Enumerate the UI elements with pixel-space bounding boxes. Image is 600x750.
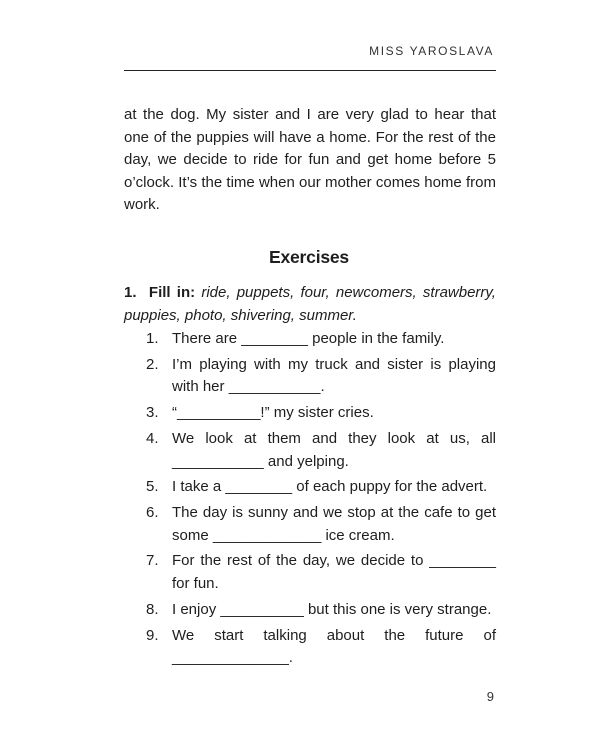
item-number: 8.	[146, 600, 159, 618]
exercise-item	[146, 428, 496, 473]
item-number: 1.	[146, 330, 159, 347]
exercise-item	[146, 476, 496, 499]
item-number: 3.	[146, 404, 159, 422]
item-text: The day is sunny and we stop at the cafe to get some _____________ ice cream.	[172, 504, 496, 544]
exercise-item	[146, 502, 496, 547]
exercise-item	[146, 402, 496, 425]
item-number: 4.	[146, 429, 159, 447]
item-number: 7.	[146, 552, 159, 570]
word-bank: ride, puppets, four, newcomers, strawberry, puppies, photo, shivering, summer.	[124, 284, 496, 324]
exercise-item	[146, 550, 496, 595]
exercise-item	[146, 599, 496, 622]
exercise-number: 1.	[124, 284, 137, 301]
item-text: “__________!” my sister cries.	[172, 404, 374, 422]
exercise-item	[146, 328, 496, 351]
body-paragraph: at the dog. My sister and I are very glad to hear that one of the puppies will have a home. For the rest of the day, we decide to ride for fun and get home before 5 o’clock. It’s the time when our mother comes home from work.	[124, 106, 496, 214]
header-rule	[124, 70, 496, 71]
running-head: MISS YAROSLAVA	[369, 44, 494, 58]
exercise-instruction	[124, 282, 496, 327]
item-text: I enjoy __________ but this one is very strange.	[172, 600, 492, 618]
item-text: We look at them and they look at us, all ___________ and yelping.	[172, 429, 496, 470]
item-text: There are ________ people in the family.	[172, 330, 445, 347]
item-text: I’m playing with my truck and sister is playing with her ___________.	[172, 355, 496, 396]
exercise-items	[146, 328, 496, 673]
item-text: For the rest of the day, we decide to ________ for fun.	[172, 552, 496, 593]
item-text: We start talking about the future of ______________.	[172, 626, 496, 667]
item-number: 2.	[146, 355, 159, 373]
exercises-title: Exercises	[269, 247, 349, 267]
exercise-item	[146, 625, 496, 670]
item-text: I take a ________ of each puppy for the advert.	[172, 478, 488, 496]
item-number: 5.	[146, 478, 159, 496]
item-number: 9.	[146, 626, 159, 644]
item-number: 6.	[146, 504, 159, 522]
page-number: 9	[486, 689, 494, 704]
exercise-item	[146, 354, 496, 399]
exercise-label: Fill in:	[148, 284, 196, 301]
